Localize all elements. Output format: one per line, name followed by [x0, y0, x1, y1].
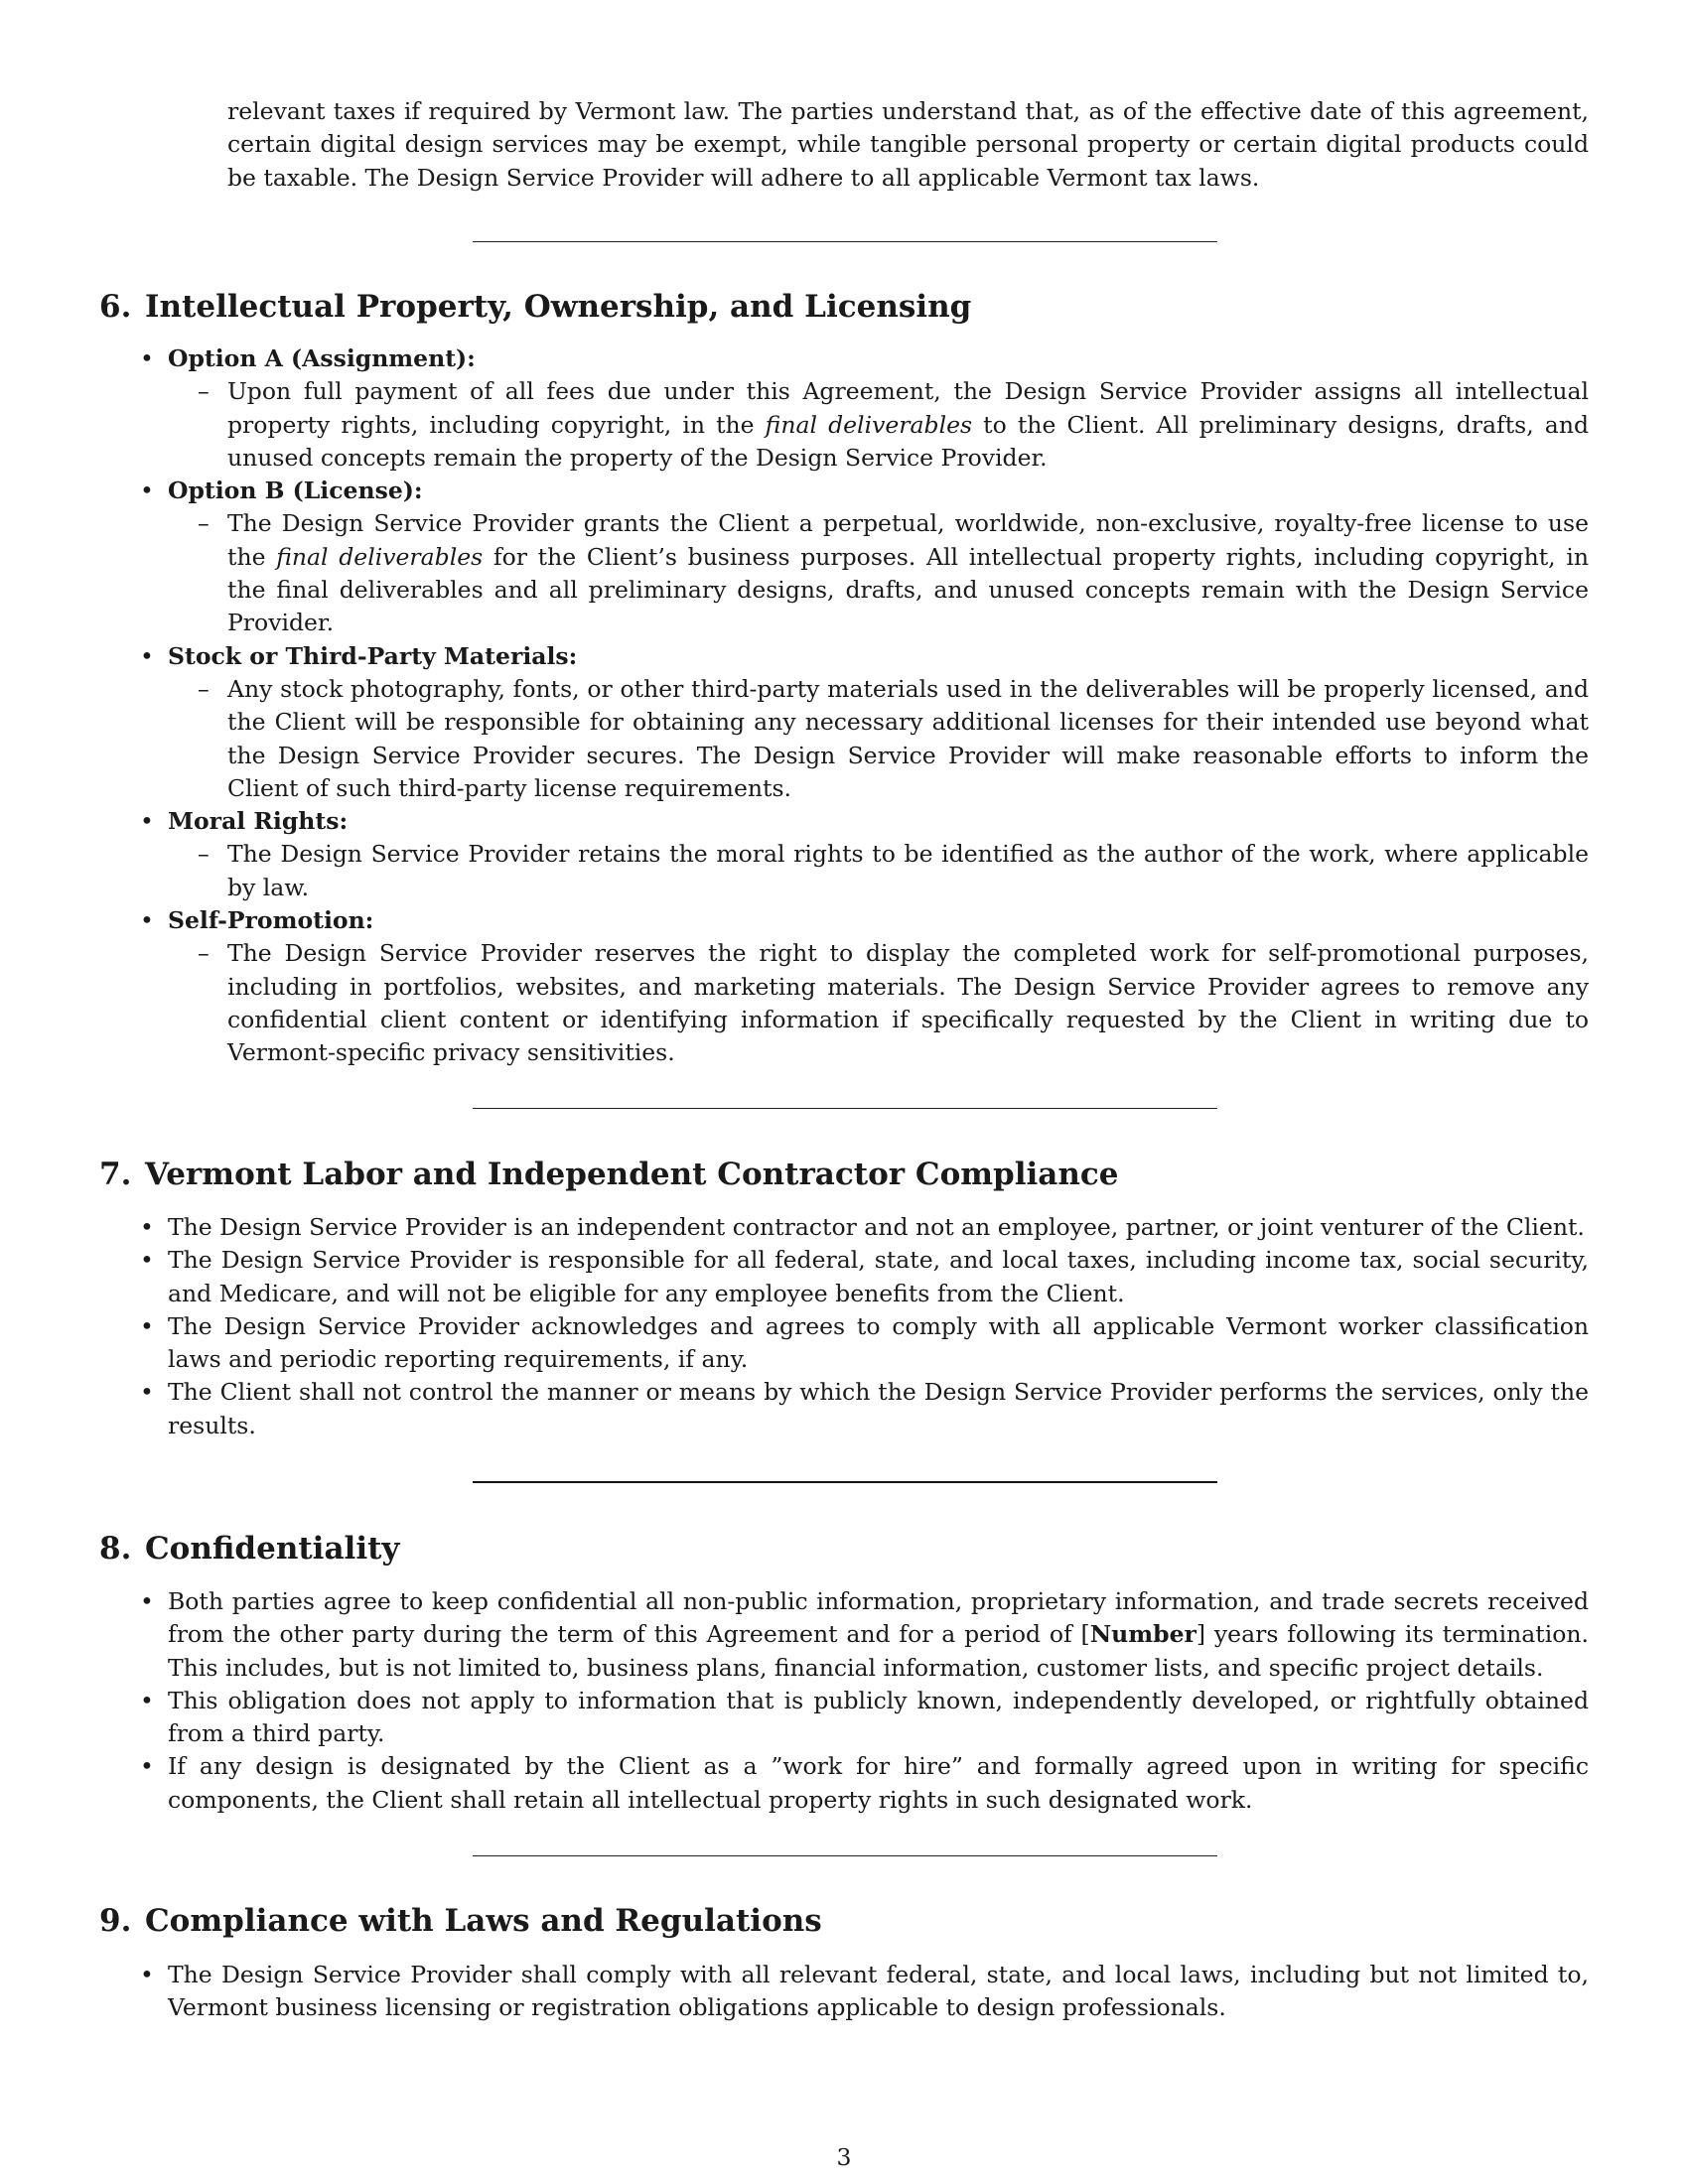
- option-b-text: – The Design Service Provider grants the Client a perpetual, worldwide, non-exclusive, royalty-free license to use the final deliverables for the Client’s business purposes. All intellectual property rights, including copyright, in the final deliverables and all preliminary designs, drafts, and unused concepts remain with the Design Service Provider.: [227, 507, 1589, 639]
- list-item: • The Design Service Provider is an independent contractor and not an employee, partner, or joint venturer of the Client.: [168, 1211, 1589, 1244]
- stock-materials-label: • Stock or Third-Party Materials:: [168, 641, 578, 670]
- number-placeholder: Number: [1089, 1620, 1196, 1649]
- list-item: [168, 475, 1589, 639]
- self-promotion-label: • Self-Promotion:: [168, 906, 374, 935]
- section-6-heading: [99, 287, 971, 327]
- section-divider: [473, 1108, 1217, 1109]
- list-item: • The Design Service Provider is responsible for all federal, state, and local taxes, including income tax, social security, and Medicare, and will not be eligible for any employee benefits from the Client.: [168, 1244, 1589, 1310]
- section-divider: [473, 241, 1217, 242]
- list-item: [168, 342, 1589, 475]
- moral-rights-label: • Moral Rights:: [168, 807, 349, 836]
- section-6-number: 6.: [99, 289, 132, 325]
- section-6-title: Intellectual Property, Ownership, and Licensing: [145, 289, 972, 325]
- list-item: • Both parties agree to keep confidential all non-public information, proprietary information, and trade secrets received from the other party during the term of this Agreement and for a period of [Number] years following its termination. This includes, but is not limited to, business plans, financial information, customer lists, and specific project details.: [168, 1585, 1589, 1685]
- list-item: • The Client shall not control the manner or means by which the Design Service Provider performs the services, only the results.: [168, 1376, 1589, 1442]
- section-7-number: 7.: [99, 1157, 132, 1192]
- section-7-heading: [99, 1155, 1119, 1194]
- page-number: 3: [836, 2143, 852, 2171]
- section-9-title: Compliance with Laws and Regulations: [145, 1903, 822, 1939]
- list-item: • The Design Service Provider acknowledges and agrees to comply with all applicable Vermont worker classification laws and periodic reporting requirements, if any.: [168, 1310, 1589, 1377]
- self-promotion-text: – The Design Service Provider reserves the right to display the completed work for self-promotional purposes, including in portfolios, websites, and marketing materials. The Design Service Provider agrees to remove any confidential client content or identifying information if specifically requested by the Client in writing due to Vermont-specific privacy sensitivities.: [227, 937, 1589, 1069]
- list-item: • The Design Service Provider shall comply with all relevant federal, state, and local laws, including but not limited to, Vermont business licensing or registration obligations applicable to design professionals.: [168, 1959, 1589, 2025]
- section-8-number: 8.: [99, 1531, 132, 1567]
- option-b-label: • Option B (License):: [168, 477, 423, 505]
- list-item: [168, 640, 1589, 805]
- section-8-title: Confidentiality: [145, 1531, 400, 1567]
- section-divider: [473, 1855, 1217, 1856]
- section-8-list: [0, 1585, 1688, 1817]
- section-divider: [473, 1481, 1217, 1483]
- list-item: [168, 805, 1589, 904]
- moral-rights-text: – The Design Service Provider retains the moral rights to be identified as the author of the work, where applicable by law.: [227, 838, 1589, 904]
- section-7-list: [0, 1211, 1688, 1442]
- section-8-heading: [99, 1529, 399, 1569]
- list-item: • If any design is designated by the Client as a ”work for hire” and formally agreed upon in writing for specific components, the Client shall retain all intellectual property rights in such designated work.: [168, 1750, 1589, 1817]
- section-7-title: Vermont Labor and Independent Contractor Compliance: [145, 1157, 1119, 1192]
- option-a-label: • Option A (Assignment):: [168, 344, 476, 372]
- section-9-heading: [99, 1901, 822, 1941]
- section-9-list: [0, 1959, 1688, 2025]
- list-item: • This obligation does not apply to information that is publicly known, independently developed, or rightfully obtained from a third party.: [168, 1685, 1589, 1751]
- section-6-list: [0, 342, 1688, 1070]
- option-a-text: – Upon full payment of all fees due under this Agreement, the Design Service Provider assigns all intellectual property rights, including copyright, in the final deliverables to the Client. All preliminary designs, drafts, and unused concepts remain the property of the Design Service Provider.: [227, 375, 1589, 475]
- intro-paragraph: relevant taxes if required by Vermont law. The parties understand that, as of the effective date of this agreement, certain digital design services may be exempt, while tangible personal property or certain digital products could be taxable. The Design Service Provider will adhere to all applicable Vermont tax laws.: [227, 97, 1589, 192]
- section-9-number: 9.: [99, 1903, 132, 1939]
- list-item: [168, 904, 1589, 1069]
- stock-materials-text: – Any stock photography, fonts, or other third-party materials used in the deliverables will be properly licensed, and the Client will be responsible for obtaining any necessary additional licenses for their intended use beyond what the Design Service Provider secures. The Design Service Provider will make reasonable efforts to inform the Client of such third-party license requirements.: [227, 673, 1589, 805]
